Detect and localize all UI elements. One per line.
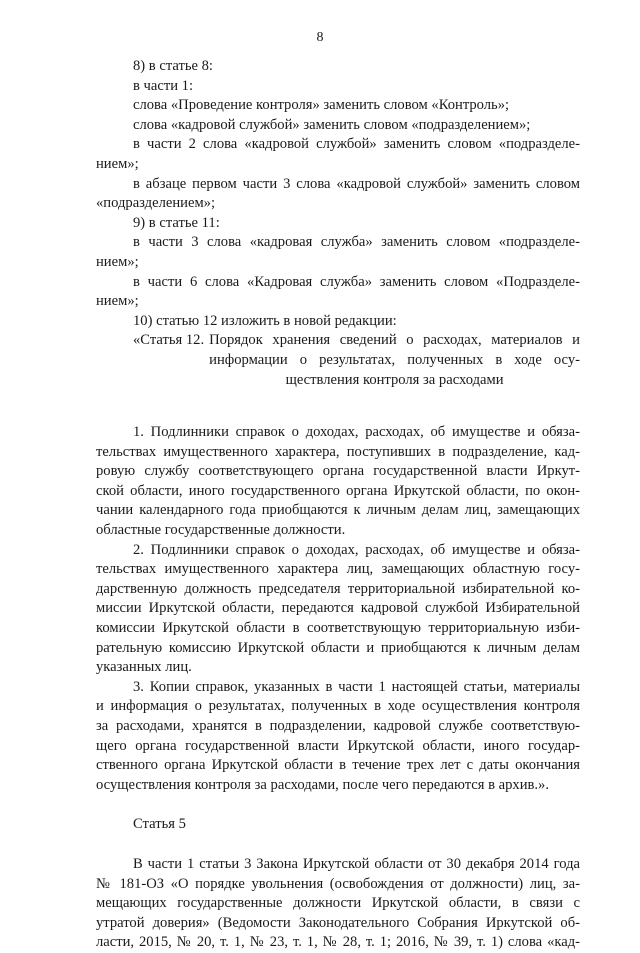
amendment-line: в абзаце первом части 3 слова «кадровой службой» заменить словом xyxy=(133,175,580,192)
amendment-line: в части 3 слова «кадровая служба» заменить словом «подразделе- xyxy=(133,234,580,251)
amendments-list xyxy=(96,57,580,331)
amendment-line: нием»; xyxy=(96,293,139,310)
article-12-parts xyxy=(96,423,580,795)
paragraph-line: ской области, иного государственного органа Иркутской области, по окон- xyxy=(96,482,580,499)
amendment-line: слова «кадровой службой» заменить словом «подразделением»; xyxy=(133,116,531,133)
spacer xyxy=(96,390,580,423)
paragraph-line: за расходами, хранятся в подразделении, кадровой службе соответствую- xyxy=(96,718,580,734)
paragraph-line: 3. Копии справок, указанных в части 1 настоящей статьи, материалы xyxy=(133,678,580,695)
article-12-title xyxy=(96,331,580,390)
paragraph-line: дарственную должность председателя территориальной избирательной ко- xyxy=(96,580,580,597)
paragraph-line: миссии Иркутской области, передаются кадровой службой Избирательной xyxy=(96,600,580,617)
paragraph-line: ственного органа Иркутской области в течение трех лет с даты окончания xyxy=(96,757,580,774)
paragraph-line: тельствах имущественного характера, поступивших в подразделение, кад- xyxy=(96,443,580,460)
article-5-paragraph xyxy=(96,855,580,953)
article-12-part-3 xyxy=(96,678,580,796)
article-12-label: «Статья 12. xyxy=(133,332,205,349)
amendment-line: нием»; xyxy=(96,155,139,172)
amendment-line: слова «Проведение контроля» заменить словом «Контроль»; xyxy=(133,97,510,114)
paragraph-line: мещающих государственные должности Иркутской области, в связи с xyxy=(96,895,580,912)
paragraph-line: областные государственные должности. xyxy=(96,522,346,539)
paragraph-line: тельствах имущественного характера лиц, замещающих областную госу- xyxy=(96,561,580,578)
amendment-line: 8) в статье 8: xyxy=(133,58,213,74)
spacer xyxy=(96,835,580,855)
paragraph-line: утратой доверия» (Ведомости Законодательного Собрания Иркутской об- xyxy=(96,914,580,931)
paragraph-line: ласти, 2015, № 20, т. 1, № 23, т. 1, № 28, т. 1; 2016, № 39, т. 1) слова «кад- xyxy=(96,934,580,951)
paragraph-line: щего органа государственной власти Иркутской области, иного государ- xyxy=(96,737,580,754)
amendment-line: 9) в статье 11: xyxy=(133,214,220,231)
page-number: 8 xyxy=(316,30,324,45)
document-body xyxy=(96,57,580,953)
paragraph-line: указанных лиц. xyxy=(96,659,192,676)
amendment-line: в части 1: xyxy=(133,77,194,94)
paragraph-line: № 181-ОЗ «О порядке увольнения (освобождения от должности) лиц, за- xyxy=(96,875,580,892)
paragraph-line: комиссии Иркутской области в соответствующую территориальную изби- xyxy=(96,620,580,637)
paragraph-line: и информация о результатах, полученных в ходе осуществления контроля xyxy=(96,698,580,715)
amendment-line: в части 6 слова «Кадровая служба» заменить словом «Подразделе- xyxy=(133,273,580,290)
amendment-line: нием»; xyxy=(96,253,139,270)
amendment-line: в части 2 слова «кадровой службой» заменить словом «подразделе- xyxy=(133,136,580,153)
article-12-heading-line: информации о результатах, полученных в ходе осу- xyxy=(209,351,580,368)
article-12-part-1 xyxy=(96,423,580,541)
article-12-heading-line: ществления контроля за расходами xyxy=(285,371,504,388)
paragraph-line: осуществления контроля за расходами, после чего передаются в архив.». xyxy=(96,776,550,793)
article-12-heading-line: Порядок хранения сведений о расходах, материалов и xyxy=(209,332,580,349)
paragraph-line: В части 1 статьи 3 Закона Иркутской области от 30 декабря 2014 года xyxy=(133,855,580,872)
paragraph-line: рательную комиссию Иркутской области и приобщаются к личным делам xyxy=(96,639,580,656)
spacer xyxy=(96,795,580,815)
amendment-line: 10) статью 12 изложить в новой редакции: xyxy=(133,312,397,329)
article-5-heading: Статья 5 xyxy=(133,816,186,833)
paragraph-line: ровую службу соответствующего органа государственной власти Иркут- xyxy=(96,463,580,480)
paragraph-line: чании календарного года приобщаются к личным делам лиц, замещающих xyxy=(96,502,580,519)
paragraph-line: 1. Подлинники справок о доходах, расходах, об имуществе и обяза- xyxy=(133,424,580,441)
article-12-heading xyxy=(209,331,580,390)
paragraph-line: 2. Подлинники справок о доходах, расходах, об имуществе и обяза- xyxy=(133,541,580,558)
amendment-line: «подразделением»; xyxy=(96,195,216,212)
article-12-part-2 xyxy=(96,541,580,678)
